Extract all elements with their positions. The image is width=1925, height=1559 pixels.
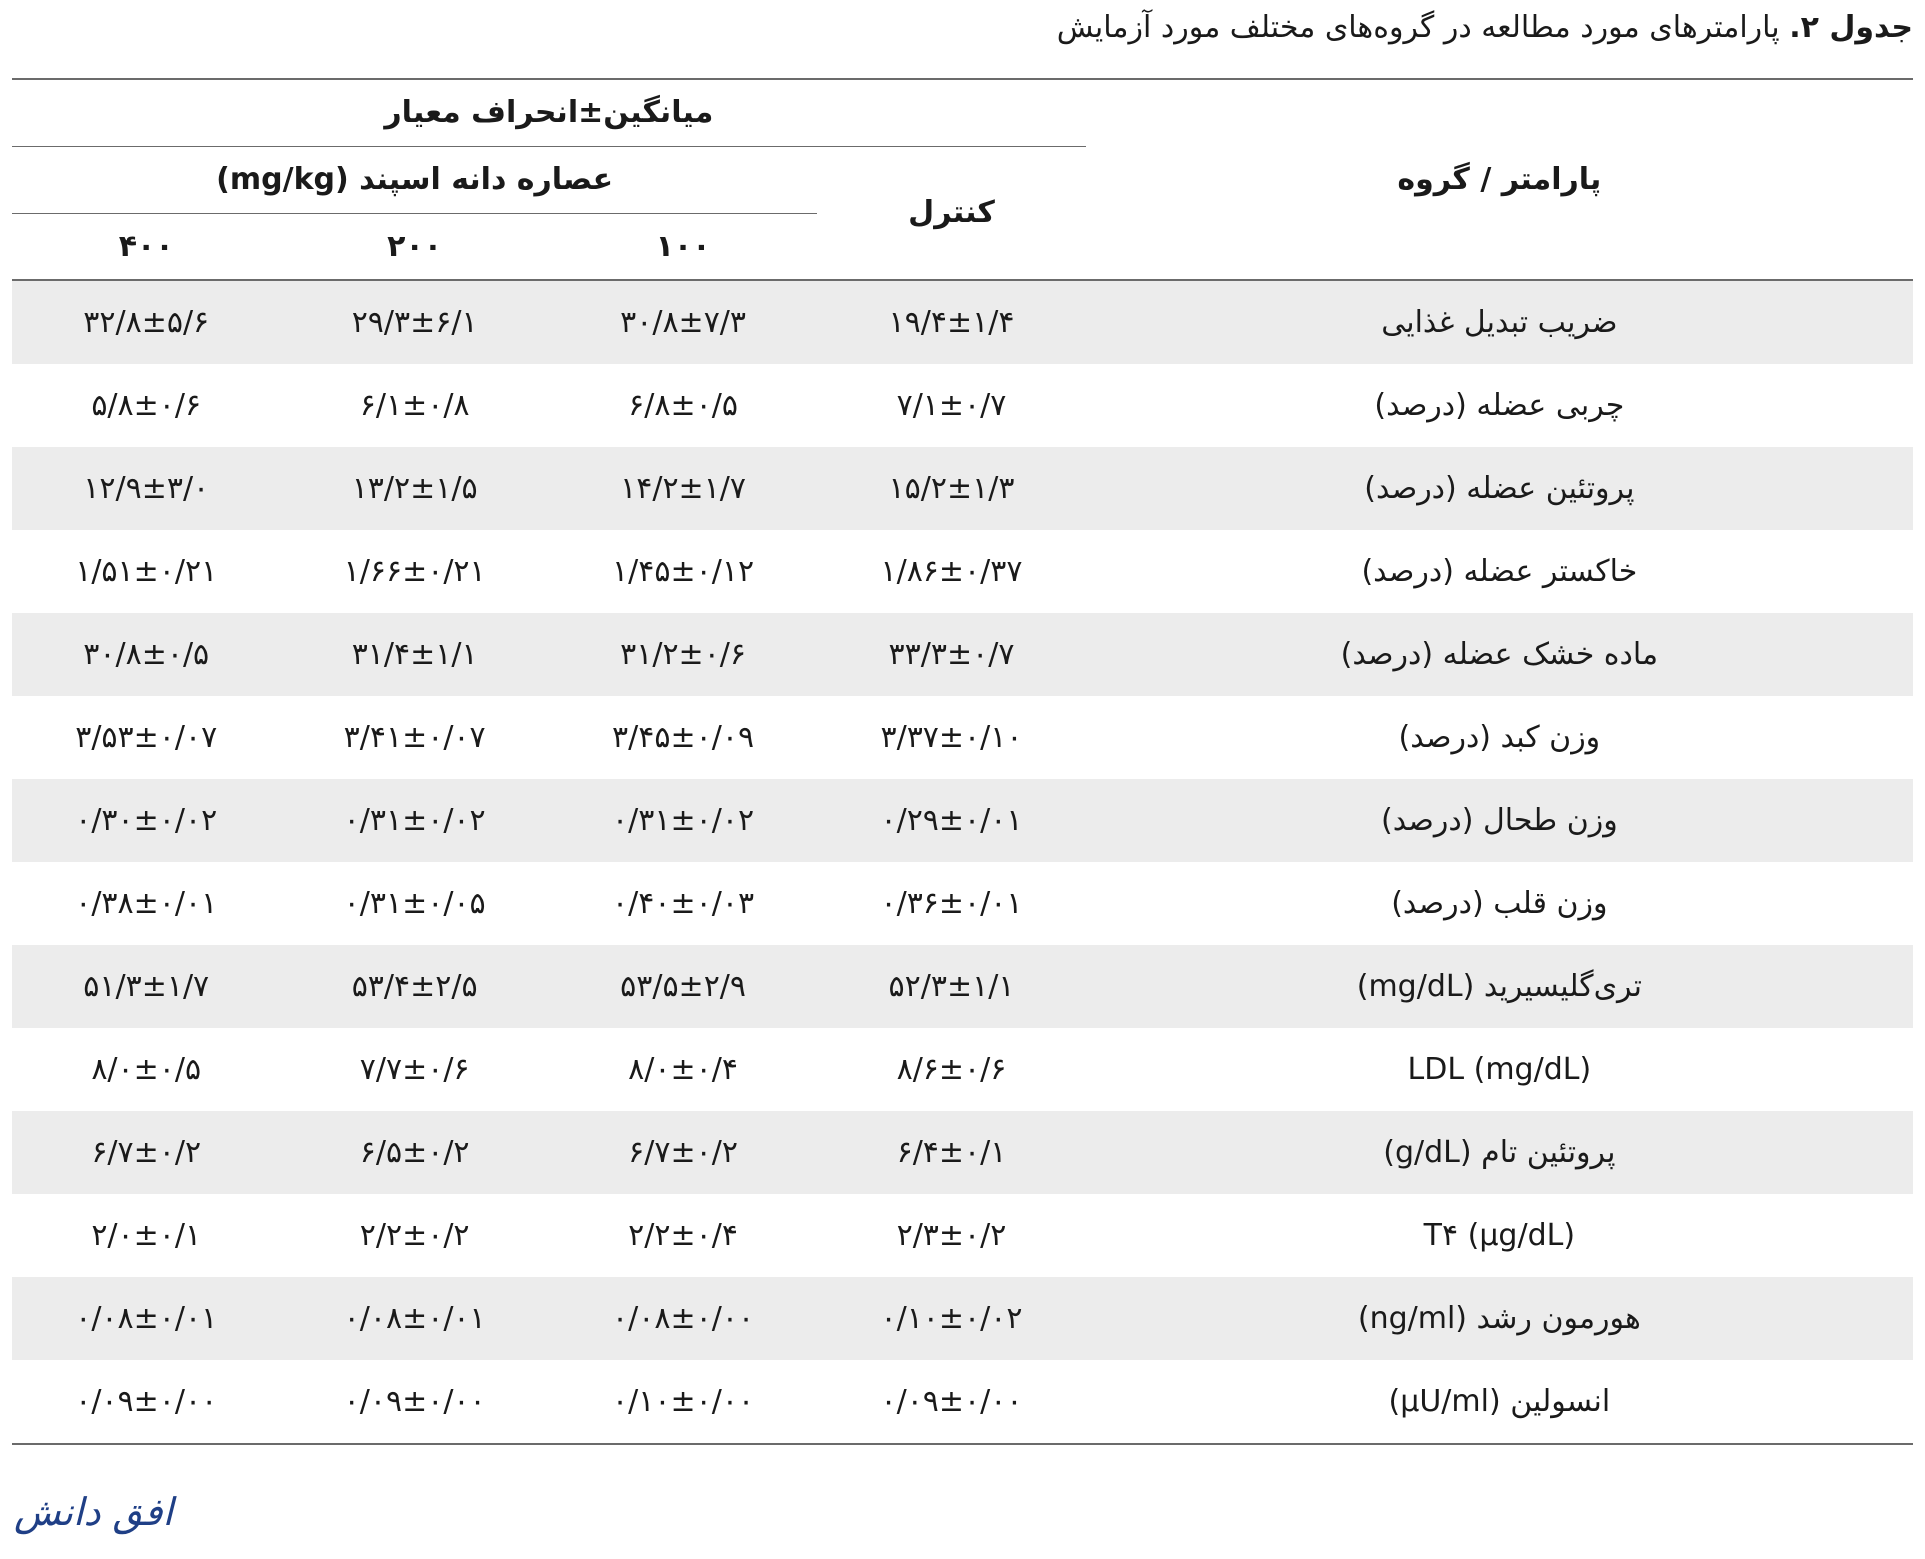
cell-control: ۰/۳۶±۰/۰۱ xyxy=(880,886,1023,921)
cell-dose-200: ۵۳/۴±۲/۵ xyxy=(280,945,548,1028)
cell-dose-200: ۰/۰۸±۰/۰۱ xyxy=(280,1277,548,1360)
cell-dose-200: ۰/۰۹±۰/۰۰ xyxy=(280,1360,548,1444)
row-param: ضریب تبدیل غذایی xyxy=(1086,280,1913,364)
table-caption xyxy=(1057,6,1913,50)
row-param: تری‌گلیسیرید (mg/dL) xyxy=(1086,945,1913,1028)
cell-control: ۶/۴±۰/۱ xyxy=(817,1111,1085,1194)
row-param: انسولین (µU/ml) xyxy=(1086,1360,1913,1444)
cell-dose-400: ۰/۳۰±۰/۰۲ xyxy=(12,779,280,862)
cell-dose-400: ۰/۰۸±۰/۰۱ xyxy=(12,1277,280,1360)
row-param: پروتئین عضله (درصد) xyxy=(1086,447,1913,530)
cell-dose-100: ۰/۰۸±۰/۰۰ xyxy=(549,1277,817,1360)
cell-dose-200: ۰/۳۱±۰/۰۵ xyxy=(343,886,486,921)
cell-control: ۱۵/۲±۱/۳ xyxy=(817,447,1085,530)
header-param-group: پارامتر / گروه xyxy=(1086,79,1913,280)
row-param: خاکستر عضله (درصد) xyxy=(1361,554,1638,589)
cell-dose-200: ۶/۱±۰/۸ xyxy=(359,388,470,423)
cell-dose-100: ۰/۴۰±۰/۰۳ xyxy=(612,886,755,921)
cell-control: ۰/۰۹±۰/۰۰ xyxy=(817,1360,1085,1444)
cell-dose-100: ۵۳/۵±۲/۹ xyxy=(549,945,817,1028)
table-row xyxy=(12,1194,1913,1277)
cell-dose-400: ۱/۵۱±۰/۲۱ xyxy=(75,554,218,589)
cell-dose-100: ۱/۴۵±۰/۱۲ xyxy=(612,554,755,589)
header-dose-100: ۱۰۰ xyxy=(549,213,817,280)
cell-dose-400: ۲/۰±۰/۱ xyxy=(91,1218,202,1253)
cell-control: ۳۳/۳±۰/۷ xyxy=(817,613,1085,696)
cell-dose-100: ۱۴/۲±۱/۷ xyxy=(549,447,817,530)
cell-dose-200: ۳/۴۱±۰/۰۷ xyxy=(343,720,486,755)
cell-dose-200: ۱۳/۲±۱/۵ xyxy=(280,447,548,530)
table-row xyxy=(12,1277,1913,1360)
header-control: کنترل xyxy=(817,146,1085,280)
table-row xyxy=(12,1360,1913,1444)
table-row xyxy=(12,1111,1913,1194)
cell-dose-200: ۷/۷±۰/۶ xyxy=(359,1052,470,1087)
cell-dose-400: ۱۲/۹±۳/۰ xyxy=(12,447,280,530)
cell-dose-100: ۶/۷±۰/۲ xyxy=(549,1111,817,1194)
row-param: وزن طحال (درصد) xyxy=(1086,779,1913,862)
cell-control: ۱/۸۶±۰/۳۷ xyxy=(880,554,1023,589)
table-row xyxy=(12,862,1913,945)
cell-control: ۱۹/۴±۱/۴ xyxy=(817,280,1085,364)
cell-dose-100: ۰/۳۱±۰/۰۲ xyxy=(549,779,817,862)
cell-dose-200: ۲۹/۳±۶/۱ xyxy=(280,280,548,364)
cell-dose-400: ۳۲/۸±۵/۶ xyxy=(12,280,280,364)
cell-dose-200: ۱/۶۶±۰/۲۱ xyxy=(343,554,486,589)
cell-dose-200: ۰/۳۱±۰/۰۲ xyxy=(280,779,548,862)
cell-dose-400: ۳/۵۳±۰/۰۷ xyxy=(75,720,218,755)
cell-dose-400: ۰/۰۹±۰/۰۰ xyxy=(12,1360,280,1444)
journal-logo: افق دانش xyxy=(14,1490,173,1534)
cell-dose-100: ۳۰/۸±۷/۳ xyxy=(549,280,817,364)
row-param: وزن قلب (درصد) xyxy=(1391,886,1608,921)
cell-dose-100: ۲/۲±۰/۴ xyxy=(628,1218,738,1253)
row-param: وزن کبد (درصد) xyxy=(1398,720,1601,755)
row-param: LDL (mg/dL) xyxy=(1407,1052,1592,1087)
cell-dose-400: ۵۱/۳±۱/۷ xyxy=(12,945,280,1028)
cell-dose-100: ۳۱/۲±۰/۶ xyxy=(549,613,817,696)
cell-dose-100: ۳/۴۵±۰/۰۹ xyxy=(612,720,755,755)
cell-dose-200: ۶/۵±۰/۲ xyxy=(280,1111,548,1194)
cell-dose-100: ۰/۱۰±۰/۰۰ xyxy=(549,1360,817,1444)
caption-label: جدول ۲. xyxy=(1789,10,1913,45)
table-row xyxy=(12,447,1913,530)
cell-dose-400: ۶/۷±۰/۲ xyxy=(12,1111,280,1194)
cell-dose-400: ۵/۸±۰/۶ xyxy=(91,388,202,423)
cell-control: ۰/۱۰±۰/۰۲ xyxy=(817,1277,1085,1360)
cell-control: ۸/۶±۰/۶ xyxy=(896,1052,1007,1087)
table-row xyxy=(12,696,1913,779)
table-row xyxy=(12,1028,1913,1111)
table-row xyxy=(12,613,1913,696)
table-row xyxy=(12,280,1913,364)
cell-control: ۳/۳۷±۰/۱۰ xyxy=(880,720,1023,755)
header-dose-400: ۴۰۰ xyxy=(12,213,280,280)
cell-dose-200: ۳۱/۴±۱/۱ xyxy=(280,613,548,696)
cell-control: ۷/۱±۰/۷ xyxy=(896,388,1007,423)
cell-control: ۲/۳±۰/۲ xyxy=(896,1218,1007,1253)
row-param: T۴ (µg/dL) xyxy=(1423,1218,1576,1253)
row-param: ماده خشک عضله (درصد) xyxy=(1086,613,1913,696)
row-param: چربی عضله (درصد) xyxy=(1374,388,1625,423)
cell-dose-100: ۶/۸±۰/۵ xyxy=(628,388,738,423)
parameters-table xyxy=(12,78,1913,1445)
cell-dose-400: ۰/۳۸±۰/۰۱ xyxy=(75,886,218,921)
header-mean-sd: میانگین±انحراف معیار xyxy=(12,79,1086,146)
cell-control: ۰/۲۹±۰/۰۱ xyxy=(817,779,1085,862)
cell-dose-400: ۳۰/۸±۰/۵ xyxy=(12,613,280,696)
header-extract: عصاره دانه اسپند (mg/kg) xyxy=(12,146,817,213)
caption-text: پارامترهای مورد مطالعه در گروه‌های مختلف مورد آزمایش xyxy=(1056,10,1780,45)
table-row xyxy=(12,779,1913,862)
row-param: پروتئین تام (g/dL) xyxy=(1086,1111,1913,1194)
cell-dose-400: ۸/۰±۰/۵ xyxy=(91,1052,202,1087)
cell-dose-200: ۲/۲±۰/۲ xyxy=(359,1218,470,1253)
cell-control: ۵۲/۳±۱/۱ xyxy=(817,945,1085,1028)
table-row xyxy=(12,530,1913,613)
header-dose-200: ۲۰۰ xyxy=(280,213,548,280)
row-param: هورمون رشد (ng/ml) xyxy=(1086,1277,1913,1360)
cell-dose-100: ۸/۰±۰/۴ xyxy=(628,1052,738,1087)
table-row xyxy=(12,945,1913,1028)
table-row xyxy=(12,364,1913,447)
